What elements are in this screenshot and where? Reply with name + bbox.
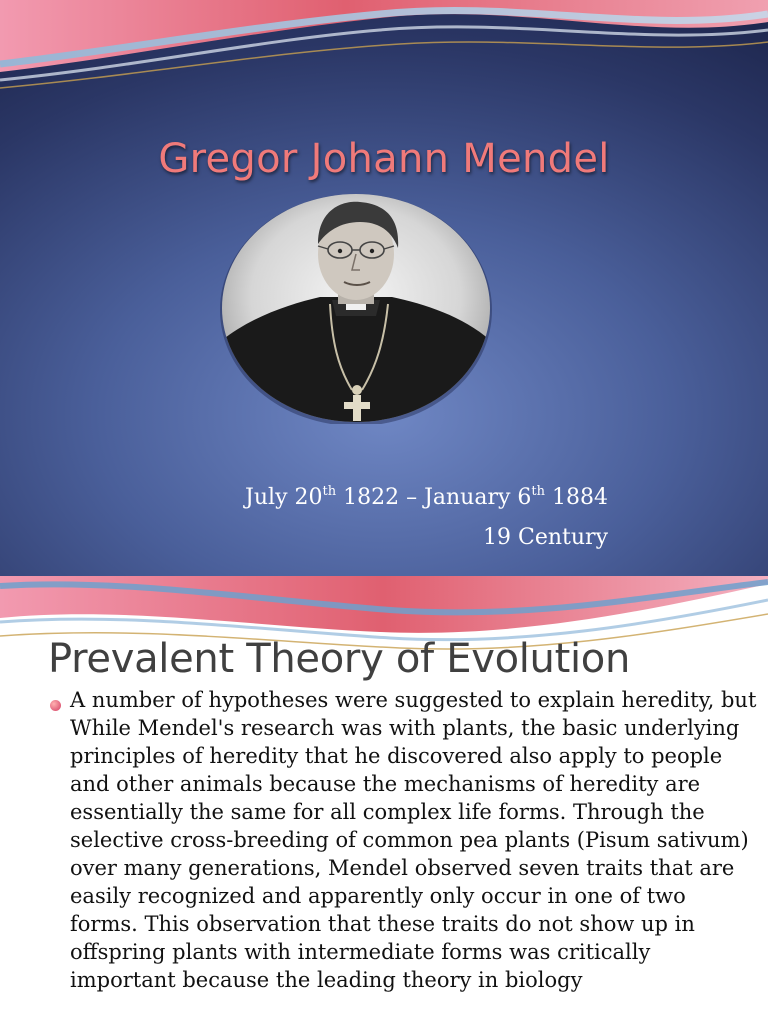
century-label: 19 Century	[483, 525, 608, 550]
birth-death-dates	[150, 478, 608, 518]
date-start-superscript: th	[322, 484, 337, 499]
date-middle: 1822 – January 6	[336, 485, 532, 510]
date-end-superscript: th	[531, 484, 546, 499]
decorative-wave-banner	[0, 0, 768, 100]
date-start: July 20	[245, 485, 323, 510]
life-dates	[150, 478, 608, 558]
bullet-icon	[50, 700, 61, 711]
content-slide	[0, 576, 768, 1024]
date-end: 1884	[545, 485, 608, 510]
bullet-text: A number of hypotheses were suggested to explain heredity, but While Mendel's research was with plants, the basic underlying principles of heredity that he discovered also apply to people and other animals because the mechanisms of heredity are essentially the same for all complex life forms. Through the selective cross-breeding of common pea plants (Pisum sativum) over many generations, Mendel observed seven traits that are easily recognized and apparently only occur in one of two forms. This observation that these traits do not show up in offspring plants with intermediate forms was critically important because the leading theory in biology	[70, 688, 757, 992]
portrait-of-gregor-mendel-icon	[220, 192, 492, 424]
slide-title: Prevalent Theory of Evolution	[48, 636, 631, 682]
slide-title: Gregor Johann Mendel	[158, 136, 610, 182]
